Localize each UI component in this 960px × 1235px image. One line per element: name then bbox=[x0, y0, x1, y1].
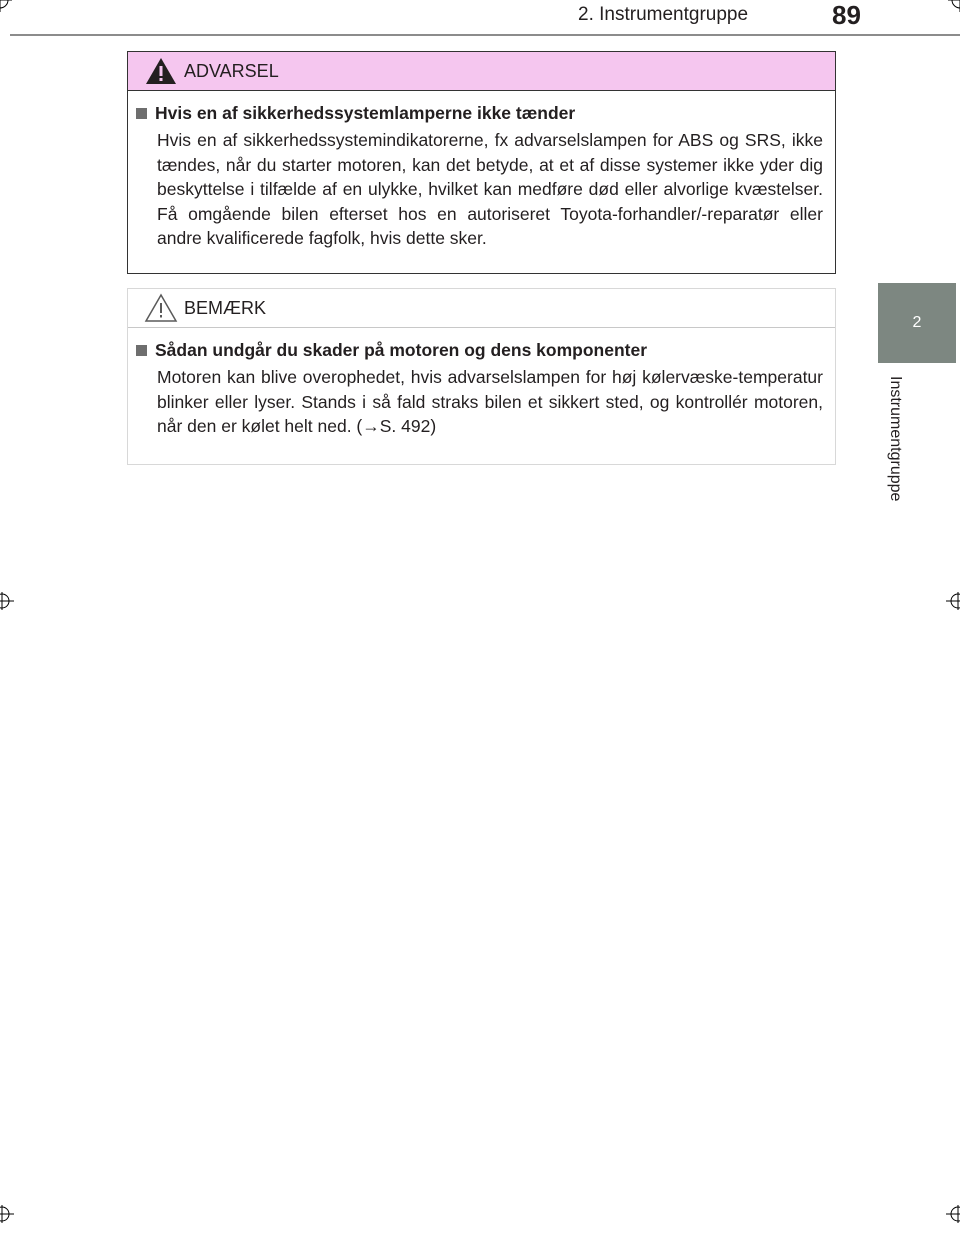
crop-mark-icon bbox=[942, 1205, 960, 1223]
warning-header bbox=[128, 52, 835, 91]
crop-mark-icon bbox=[942, 0, 960, 18]
warning-title: ADVARSEL bbox=[184, 60, 279, 81]
square-bullet-icon bbox=[136, 108, 147, 119]
notice-item-text: Motoren kan blive overophedet, hvis advarselslampen for høj kølervæske-temperatur blinker eller lyser. Stands i så fald straks bilen et sikkert sted, og kontrollér motoren, når den er kølet helt ned. (→S. 492) bbox=[157, 367, 823, 436]
chapter-label: Instrumentgruppe bbox=[887, 376, 904, 502]
notice-box bbox=[127, 288, 836, 465]
warning-triangle-icon bbox=[144, 56, 178, 86]
header-rule bbox=[10, 34, 960, 36]
warning-item-title-text: Hvis en af sikkerhedssystemlamperne ikke tænder bbox=[155, 103, 576, 123]
section-title: 2. Instrumentgruppe bbox=[578, 4, 749, 25]
chapter-tab bbox=[878, 283, 956, 363]
crop-mark-icon bbox=[0, 1205, 18, 1223]
warning-item-text: Hvis en af sikkerhedssystemindikatorerne, fx advarselslampen for ABS og SRS, ikke tændes, når du starter motoren, kan det betyde, at et af disse systemer ikke yder dig beskyttelse i tilfælde af en ulykke, hvilket kan medføre død eller alvorlige kvæstelser. Få omgående bilen efterset hos en autoriseret Toyota-forhandler/-reparatør eller andre kvalificerede fagfolk, hvis dette sker. bbox=[157, 130, 823, 248]
warning-box bbox=[127, 51, 836, 274]
chapter-number: 2 bbox=[912, 314, 922, 331]
notice-triangle-icon bbox=[144, 293, 178, 323]
page-number: 89 bbox=[832, 0, 861, 30]
notice-item-title-text: Sådan undgår du skader på motoren og dens komponenter bbox=[155, 340, 648, 360]
notice-item-title bbox=[136, 340, 823, 361]
crop-mark-icon bbox=[0, 592, 18, 610]
notice-body bbox=[128, 328, 835, 439]
square-bullet-icon bbox=[136, 345, 147, 356]
warning-body bbox=[128, 91, 835, 251]
notice-title: BEMÆRK bbox=[184, 297, 267, 318]
crop-mark-icon bbox=[0, 0, 18, 18]
warning-item-title bbox=[136, 103, 823, 124]
crop-mark-icon bbox=[942, 592, 960, 610]
notice-header bbox=[128, 289, 835, 328]
